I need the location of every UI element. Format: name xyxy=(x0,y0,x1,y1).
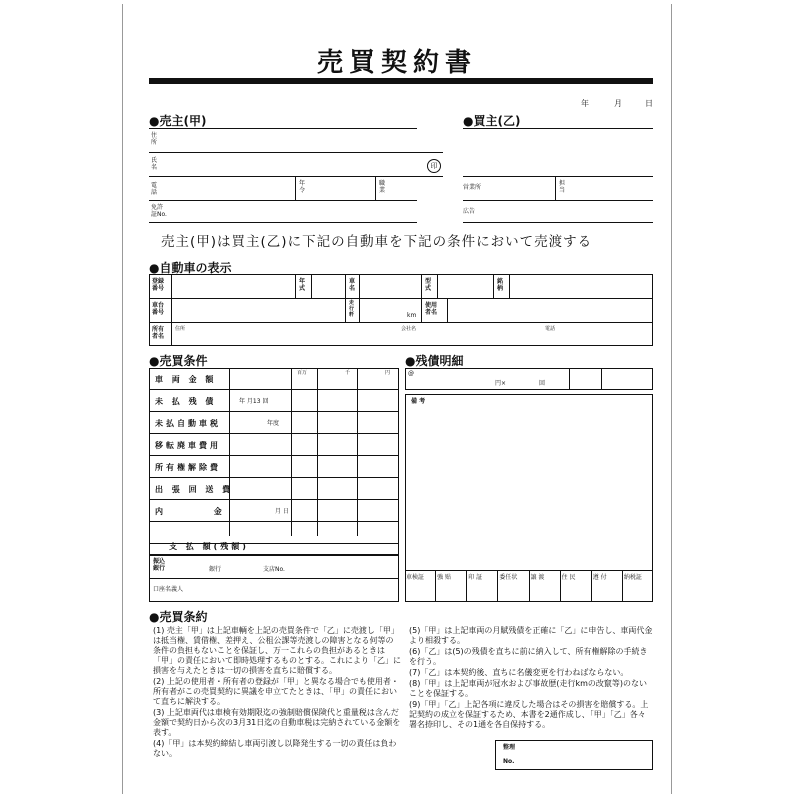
contract-clause: (2) 上記の使用者・所有者の登録が「甲」と異なる場合でも使用者・所有者がこの売買契約に異議を申立てたときは、「甲」の責任において直ちに解決する。 xyxy=(153,677,399,706)
vehicle-user-label: 使用 者名 xyxy=(425,302,438,316)
reference-no-label: No. xyxy=(503,758,515,765)
terms-row-label: 内 金 xyxy=(155,507,246,516)
date-month: 月 xyxy=(614,99,622,108)
contract-clause: (8)「甲」は上記車両が冠水および事故歴(走行kmの改竄等)のないことを保証する。 xyxy=(409,679,647,698)
contract-heading: ●売買条約 xyxy=(149,610,208,624)
vehicle-mileage-label: 走 行 粁 xyxy=(349,300,355,318)
buyer-ad-label: 広告 xyxy=(463,208,476,215)
debt-rate-row xyxy=(405,368,653,390)
contract-right-column xyxy=(409,626,653,730)
doc-checklist xyxy=(405,570,653,602)
seller-phone-label: 電 話 xyxy=(151,182,158,196)
buyer-office-label: 営業所 xyxy=(463,184,482,191)
vehicle-model-label: 型 式 xyxy=(425,278,432,292)
terms-row xyxy=(149,390,399,412)
vehicle-heading: ●自動車の表示 xyxy=(149,261,232,275)
seller-age-label: 年 令 xyxy=(299,180,306,194)
title-rule xyxy=(149,78,653,84)
date-year: 年 xyxy=(581,99,589,108)
vehicle-year-label: 年 式 xyxy=(299,278,306,292)
doc-check-cell: 強 贴 xyxy=(436,570,467,602)
seal-mark: 印 xyxy=(427,159,441,173)
sale-statement: 売主(甲)は買主(乙)に下記の自動車を下記の条件において売渡する xyxy=(161,234,593,250)
terms-row-label: 車 両 金 額 xyxy=(155,375,217,384)
buyer-staff-label: 担 当 xyxy=(559,180,566,194)
terms-row-label: 未 払 残 債 xyxy=(155,397,217,406)
reference-label: 整理 xyxy=(503,744,516,751)
debt-at-label: @ xyxy=(408,370,414,377)
vehicle-table xyxy=(149,274,653,346)
bank-suffix: 銀行 xyxy=(209,566,222,573)
vehicle-km-unit: km xyxy=(407,312,417,319)
terms-row xyxy=(149,456,399,478)
contract-clause: (3) 上記車両代は車検有効期限迄の強制賠償保険代と重量税は含んだ金額で契約日から次の3月31日迄の自動車税は完納されている金額を表す。 xyxy=(153,708,401,737)
reference-box xyxy=(495,740,653,770)
terms-row-label: 未払自動車税 xyxy=(155,419,221,428)
debt-times-label: 回 xyxy=(539,380,546,387)
terms-row xyxy=(149,412,399,434)
doc-check-cell: 納税証 xyxy=(623,574,642,581)
payment-label: 支 払 額(残額) xyxy=(169,542,249,551)
seller-address-label: 住 所 xyxy=(151,132,158,146)
contract-clause: (4)「甲」は本契約締結し車両引渡し以降発生する一切の責任は負わない。 xyxy=(153,739,397,758)
date-day: 日 xyxy=(645,99,653,108)
vehicle-name-label: 車 名 xyxy=(349,278,356,292)
owner-address-label: 住所 xyxy=(175,326,186,332)
unit-million: 百万 xyxy=(297,370,308,376)
unit-yen: 円 xyxy=(385,370,391,376)
terms-row-label: 所有権解除費 xyxy=(155,463,221,472)
vehicle-chassis-label: 車台 番号 xyxy=(152,302,165,316)
branch-label: 支店No. xyxy=(263,566,285,573)
document-title: 売買契約書 xyxy=(316,48,477,78)
doc-check-cell: 住 民 xyxy=(561,570,592,602)
terms-row-mid: 年 月13 回 xyxy=(239,398,269,405)
terms-row xyxy=(149,500,399,522)
doc-check-cell: 遵 付 xyxy=(592,570,623,602)
debt-heading: ●残債明細 xyxy=(405,354,464,368)
vehicle-brand-label: 銘 柄 xyxy=(497,278,504,292)
account-holder-label: 口座名義人 xyxy=(153,586,184,593)
seller-name-label: 氏 名 xyxy=(151,157,158,171)
contract-clause: (9)「甲」「乙」上記各項に違反した場合はその損害を賠償する。上記契約の成立を保証するため、本書を2通作成し、「甲」「乙」各々署名捺印し、その1通を各自保持する。 xyxy=(409,700,649,729)
terms-rows xyxy=(149,368,399,544)
seller-job-label: 職 業 xyxy=(379,180,386,194)
owner-tel-label: 電話 xyxy=(545,326,556,332)
terms-row xyxy=(149,434,399,456)
owner-company-label: 会社名 xyxy=(401,326,417,332)
terms-row-mid: 年度 xyxy=(267,420,280,427)
seller-heading: ●売主(甲) xyxy=(149,114,207,128)
contract-sheet xyxy=(122,4,672,794)
doc-check-cell: 委任状 xyxy=(498,570,529,602)
contract-clause: (6)「乙」は(5)の残債を直ちに前に納入して、所有権解除の手続きを行う。 xyxy=(409,647,648,666)
terms-heading: ●売買条件 xyxy=(149,354,208,368)
doc-check-cell: 印 証 xyxy=(467,570,498,602)
bank-label: 振込 銀行 xyxy=(153,558,166,572)
vehicle-reg-label: 登録 番号 xyxy=(152,278,165,292)
debt-per-label: 円× xyxy=(495,380,507,387)
terms-row-mid: 月 日 xyxy=(275,508,289,515)
unit-thousand: 千 xyxy=(345,370,351,376)
vehicle-owner-label: 所有 者名 xyxy=(152,326,165,340)
contract-clause: (7)「乙」は本契約後、直ちに名儀変更を行わねばならない。 xyxy=(409,668,629,677)
seller-license-label: 免許 証No. xyxy=(151,204,167,218)
buyer-heading: ●買主(乙) xyxy=(463,114,521,128)
contract-left-column xyxy=(153,626,401,759)
terms-row-label: 移転廃車費用 xyxy=(155,441,221,450)
doc-check-cell: 譲 渡 xyxy=(530,570,561,602)
contract-clause: (5)「甲」は上記車両の月賦残債を正確に「乙」に申告し、車両代金より相殺する。 xyxy=(409,626,653,645)
contract-clause: (1) 売主「甲」は上記車輌を上記の売買条件で「乙」に売渡し「甲」は抵当権、賃借権、差押え、公租公課等売渡しの障害となる何等の条件の負担もないことを保証し、万一これらの負担があるときは「甲」の責任において即時処理するものとする。これにより「乙」に損害を与えたときは一切の損害を直ちに賠償する。 xyxy=(153,626,401,675)
notes-label: 備 考 xyxy=(411,398,426,405)
terms-row xyxy=(149,368,399,390)
terms-row xyxy=(149,478,399,500)
terms-row-label: 出 張 回 送 費 xyxy=(155,485,234,494)
doc-check-cell: 車検証 xyxy=(405,570,436,602)
